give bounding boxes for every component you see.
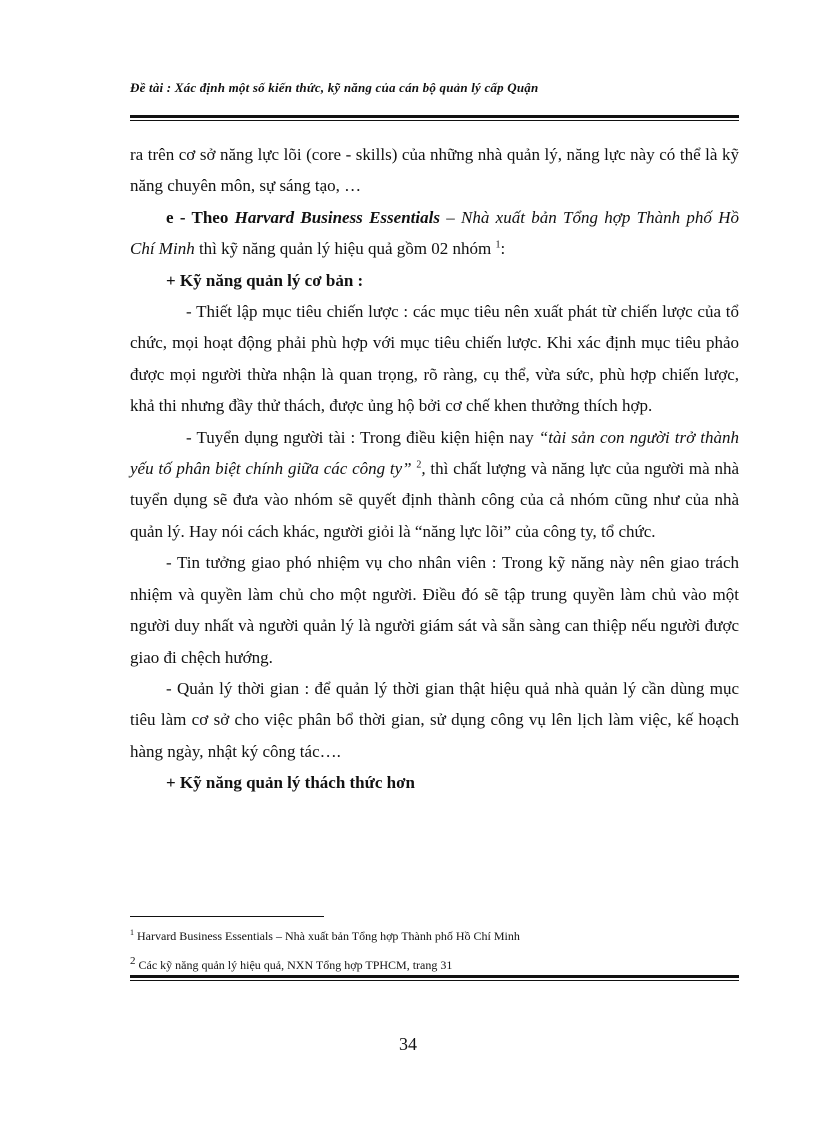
footnote-separator <box>130 916 324 917</box>
footnote-ref-2: 2 <box>416 459 422 471</box>
quote-text: “tài sản con người trở thành yếu tố phân biệt chính giữa các công ty” <box>130 427 740 479</box>
quote-end: , <box>421 459 426 479</box>
heading-basic-skills: + Kỹ năng quản lý cơ bản : <box>166 270 364 290</box>
paragraph-1: ra trên cơ sở năng lực lõi (core - skills) của những nhà quản lý, năng lực này có thể là kỹ năng chuyên môn, sự sáng tạo, … <box>130 145 739 196</box>
paragraph-4-start: - Tuyển dụng người tài : Trong điều kiện hiện nay <box>186 427 539 447</box>
book-title: Harvard Business Essentials <box>234 207 440 227</box>
publisher-name: Nhà xuất bản Tổng hợp Thành phố Hồ Chí Minh <box>130 207 739 259</box>
paragraph-5: - Tin tưởng giao phó nhiệm vụ cho nhân viên : Trong kỹ năng này nên giao trách nhiệm và quyền làm chủ cho một người. Điều đó sẽ tập trung quyền làm chủ vào một người duy nhất và người quản lý là người giám sát và sẵn sàng can thiệp nếu người được giao đi chệch hướng. <box>130 553 739 667</box>
paragraph-2-end: : <box>500 239 506 259</box>
paragraph-2-rest: thì kỹ năng quản lý hiệu quả gồm 02 nhóm <box>194 239 496 259</box>
footnote-2-number: 2 <box>130 955 136 967</box>
footnote-ref-1: 1 <box>495 239 501 251</box>
footnote-2 <box>130 955 739 973</box>
paragraph-4-rest: thì chất lượng và năng lực của người mà nhà tuyển dụng sẽ đưa vào nhóm sẽ quyết định thành công của cả nhóm cũng như của nhà quản lý. Hay nói cách khác, người giỏi là “năng lực lõi” của công ty, tổ chức. <box>130 459 739 541</box>
header-rule <box>130 115 739 121</box>
paragraph-2-prefix: e - Theo <box>166 207 235 227</box>
footer-rule <box>130 975 739 981</box>
footnote-1 <box>130 929 739 944</box>
paragraph-2-dash: – <box>439 207 462 227</box>
footnote-1-number: 1 <box>130 928 134 937</box>
paragraph-3: - Thiết lập mục tiêu chiến lược : các mục tiêu nên xuất phát từ chiến lược của tổ chức, mọi hoạt động phải phù hợp với mục tiêu chiến lược. Khi xác định mục tiêu phảo được mọi người thừa nhận là quan trọng, rõ ràng, cụ thể, vừa sức, phù hợp chiến lược, khả thi nhưng đầy thử thách, được ủng hộ bởi cơ chế khen thưởng thích hợp. <box>130 302 739 416</box>
paragraph-4 <box>130 422 739 548</box>
paragraph-6: - Quản lý thời gian : để quản lý thời gian thật hiệu quả nhà quản lý cần dùng mục tiêu làm cơ sở cho việc phân bổ thời gian, sử dụng công vụ lên lịch làm việc, kế hoạch hàng ngày, nhật ký công tác…. <box>130 678 739 761</box>
page-number: 34 <box>399 1034 417 1054</box>
body-text <box>130 139 739 799</box>
header-title: Đề tài : Xác định một số kiến thức, kỹ năng của cán bộ quản lý cấp Quận <box>130 80 539 95</box>
footnote-2-text: Các kỹ năng quản lý hiệu quả, NXN Tổng hợp TPHCM, trang 31 <box>135 958 453 972</box>
paragraph-2 <box>130 202 739 265</box>
footnote-1-text: Harvard Business Essentials – Nhà xuất bản Tổng hợp Thành phố Hồ Chí Minh <box>134 929 520 943</box>
heading-challenging-skills: + Kỹ năng quản lý thách thức hơn <box>166 773 415 793</box>
